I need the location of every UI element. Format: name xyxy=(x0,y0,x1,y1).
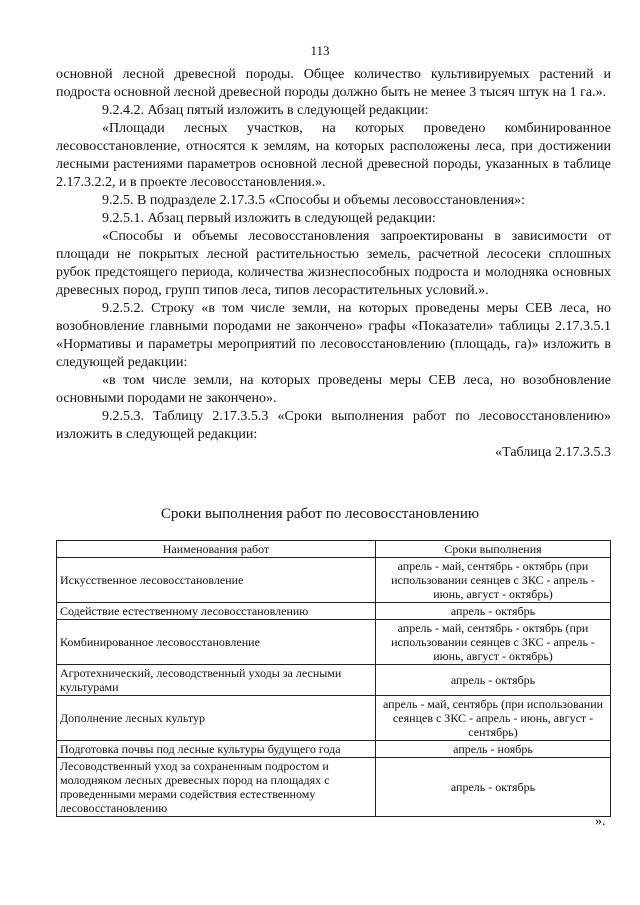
deadline-cell: апрель - октябрь xyxy=(376,758,611,817)
work-name-cell: Искусственное лесовосстановление xyxy=(57,558,376,603)
table-row xyxy=(57,696,611,741)
paragraph-quote-methods: «Способы и объемы лесовосстановления запроектированы в зависимости от площади не покрытых лесной растительностью земель, расчетной лесосеки сплошных рубок предстоящего периода, количества жизнеспособных подроста и молодняка основных древесных пород, групп типов леса, типов лесорастительных условий.». xyxy=(56,229,611,298)
table-row xyxy=(57,741,611,758)
work-name-cell: Комбинированное лесовосстановление xyxy=(57,620,376,665)
deadline-cell: апрель - май, сентябрь - октябрь (при использовании сеянцев с ЗКС - апрель - июнь, август - октябрь) xyxy=(376,620,611,665)
work-name-cell: Подготовка почвы под лесные культуры будущего года xyxy=(57,741,376,758)
header-work-name: Наименования работ xyxy=(57,541,376,558)
table-row xyxy=(57,758,611,817)
work-name-cell: Агротехнический, лесоводственный уходы за лесными культурами xyxy=(57,665,376,696)
table-reference: «Таблица 2.17.3.5.3 xyxy=(495,445,611,460)
paragraph-continuation: основной лесной древесной породы. Общее количество культивируемых растений и подроста основной лесной древесной породы должно быть не менее 3 тысяч штук на 1 га.». xyxy=(56,67,611,100)
table-row xyxy=(57,620,611,665)
work-name-cell: Лесоводственный уход за сохраненным подростом и молодняком лесных древесных пород на площадях с проведенными мерами содействия естественному лесовосстановлению xyxy=(57,758,376,817)
deadline-cell: апрель - ноябрь xyxy=(376,741,611,758)
header-deadlines: Сроки выполнения xyxy=(376,541,611,558)
table-title: Сроки выполнения работ по лесовосстановлению xyxy=(160,506,480,522)
closing-quote: ». xyxy=(595,814,606,829)
table-header-row xyxy=(57,541,611,558)
table-row xyxy=(57,665,611,696)
paragraph-9-2-5-2: 9.2.5.2. Строку «в том числе земли, на которых проведены меры СЕВ леса, но возобновление главными породами не закончено» графы «Показатели» таблицы 2.17.3.5.1 «Нормативы и параметры мероприятий по лесовосстановлению (площадь, га)» изложить в следующей редакции: xyxy=(56,301,611,370)
deadline-cell: апрель - октябрь xyxy=(376,665,611,696)
paragraph-9-2-4-2: 9.2.4.2. Абзац пятый изложить в следующей редакции: xyxy=(102,103,429,118)
table-row xyxy=(57,603,611,620)
table-row xyxy=(57,558,611,603)
page-number: 113 xyxy=(310,43,330,58)
deadline-cell: апрель - май, сентябрь - октябрь (при использовании сеянцев с ЗКС - апрель - июнь, август - октябрь) xyxy=(376,558,611,603)
deadline-cell: апрель - октябрь xyxy=(376,603,611,620)
paragraph-9-2-5-1: 9.2.5.1. Абзац первый изложить в следующей редакции: xyxy=(102,211,436,226)
paragraph-quote-lands: «в том числе земли, на которых проведены меры СЕВ леса, но возобновление основными породами не закончено». xyxy=(56,373,611,406)
deadline-cell: апрель - май, сентябрь (при использовании сеянцев с ЗКС - апрель - июнь, август - сентябрь) xyxy=(376,696,611,741)
paragraph-quote-areas: «Площади лесных участков, на которых проведено комбинированное лесовосстановление, относятся к землям, на которых расположены леса, при достижении лесными растениями параметров основной лесной древесной породы, указанных в таблице 2.17.3.2.2, и в проекте лесовосстановления.». xyxy=(56,121,611,190)
work-name-cell: Содействие естественному лесовосстановлению xyxy=(57,603,376,620)
works-schedule-table xyxy=(56,540,611,817)
paragraph-9-2-5: 9.2.5. В подразделе 2.17.3.5 «Способы и объемы лесовосстановления»: xyxy=(102,193,525,208)
paragraph-9-2-5-3: 9.2.5.3. Таблицу 2.17.3.5.3 «Сроки выполнения работ по лесовосстановлению» изложить в следующей редакции: xyxy=(56,409,611,442)
work-name-cell: Дополнение лесных культур xyxy=(57,696,376,741)
body-text xyxy=(56,66,611,462)
